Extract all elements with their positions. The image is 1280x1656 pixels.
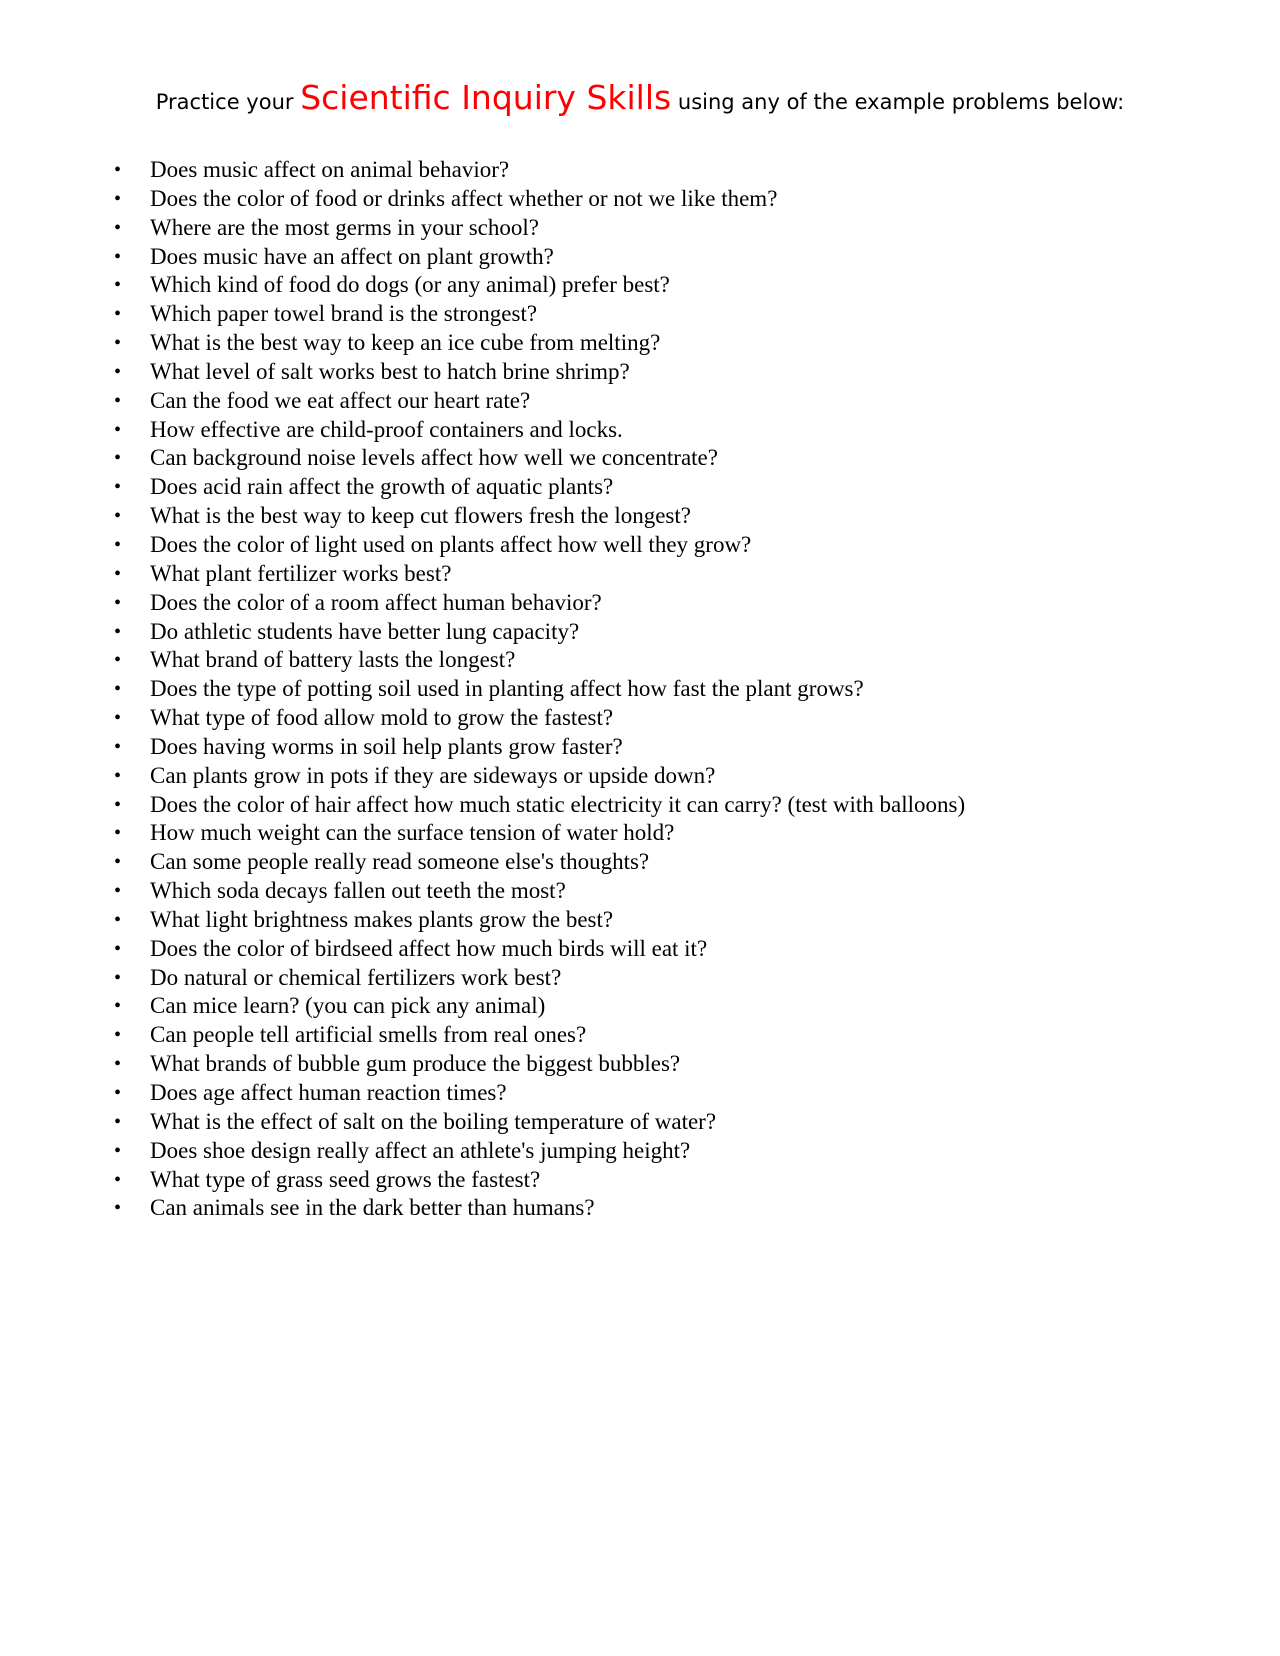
- question-text: Does the color of hair affect how much static electricity it can carry? (test with balloons): [150, 791, 966, 817]
- question-text: Does the color of light used on plants affect how well they grow?: [150, 531, 752, 557]
- question-text: What is the best way to keep an ice cube from melting?: [150, 330, 661, 356]
- bullet-icon: •: [114, 1168, 122, 1191]
- question-text: Does shoe design really affect an athlete's jumping height?: [150, 1137, 691, 1163]
- bullet-icon: •: [114, 591, 122, 614]
- question-text: Does music affect on animal behavior?: [150, 157, 510, 182]
- bullet-icon: •: [114, 332, 122, 355]
- bullet-icon: •: [114, 735, 122, 758]
- question-text: What is the effect of salt on the boiling temperature of water?: [150, 1108, 717, 1134]
- bullet-icon: •: [114, 851, 122, 874]
- question-text: Does age affect human reaction times?: [150, 1080, 507, 1105]
- question-text: What light brightness makes plants grow the best?: [150, 906, 614, 932]
- bullet-icon: •: [114, 880, 122, 903]
- question-text: What is the best way to keep cut flowers fresh the longest?: [150, 503, 691, 529]
- question-text: Can background noise levels affect how well we concentrate?: [150, 445, 718, 471]
- question-text: Can plants grow in pots if they are sideways or upside down?: [150, 762, 716, 788]
- bullet-icon: •: [114, 187, 122, 210]
- bullet-icon: •: [114, 533, 122, 556]
- bullet-icon: •: [114, 1082, 122, 1104]
- bullet-icon: •: [114, 245, 122, 268]
- question-text: Does music have an affect on plant growth?: [150, 243, 554, 269]
- bullet-icon: •: [114, 447, 122, 470]
- question-text: Does having worms in soil help plants grow faster?: [150, 733, 623, 759]
- bullet-icon: •: [114, 159, 122, 181]
- question-text: What brands of bubble gum produce the biggest bubbles?: [150, 1051, 681, 1077]
- bullet-icon: •: [114, 793, 122, 816]
- bullet-icon: •: [114, 995, 122, 1018]
- question-text: Does the color of food or drinks affect whether or not we like them?: [150, 185, 778, 211]
- question-text: Where are the most germs in your school?: [150, 214, 539, 240]
- heading-prefix: Practice your: [155, 90, 301, 114]
- bullet-icon: •: [114, 1197, 122, 1220]
- bullet-icon: •: [114, 620, 122, 643]
- question-text: What type of food allow mold to grow the fastest?: [150, 705, 614, 731]
- bullet-icon: •: [114, 908, 122, 931]
- question-text: Does the type of potting soil used in planting affect how fast the plant grows?: [150, 676, 864, 702]
- question-text: Can the food we eat affect our heart rate?: [150, 387, 531, 413]
- bullet-icon: •: [114, 274, 122, 297]
- question-text: Do athletic students have better lung capacity?: [150, 618, 580, 644]
- question-text: Can people tell artificial smells from real ones?: [150, 1022, 587, 1048]
- bullet-icon: •: [114, 966, 122, 989]
- bullet-icon: •: [114, 1053, 122, 1076]
- question-text: What plant fertilizer works best?: [150, 560, 452, 586]
- bullet-icon: •: [114, 1024, 122, 1047]
- bullet-icon: •: [114, 360, 122, 383]
- question-text: Does acid rain affect the growth of aquatic plants?: [150, 474, 614, 500]
- bullet-icon: •: [114, 764, 122, 787]
- bullet-icon: •: [114, 937, 122, 960]
- bullet-icon: •: [114, 418, 122, 441]
- question-text: Which kind of food do dogs (or any animal) prefer best?: [150, 272, 670, 298]
- question-text: Which soda decays fallen out teeth the most?: [150, 878, 566, 904]
- bullet-icon: •: [114, 389, 122, 412]
- question-text: Can mice learn? (you can pick any animal): [150, 993, 546, 1019]
- heading-suffix: using any of the example problems below:: [671, 90, 1125, 114]
- question-text: What type of grass seed grows the fastest?: [150, 1166, 541, 1192]
- bullet-icon: •: [114, 476, 122, 499]
- bullet-icon: •: [114, 649, 122, 672]
- question-text: Which paper towel brand is the strongest?: [150, 301, 538, 327]
- bullet-icon: •: [114, 216, 122, 239]
- page-heading: [0, 78, 1280, 118]
- bullet-icon: •: [114, 1139, 122, 1162]
- question-text: What brand of battery lasts the longest?: [150, 647, 516, 673]
- question-text: How effective are child-proof containers and locks.: [150, 416, 623, 442]
- bullet-icon: •: [114, 562, 122, 585]
- question-text: What level of salt works best to hatch brine shrimp?: [150, 358, 630, 384]
- bullet-icon: •: [114, 822, 122, 845]
- question-text: Do natural or chemical fertilizers work best?: [150, 964, 562, 990]
- bullet-icon: •: [114, 303, 122, 326]
- bullet-icon: •: [114, 678, 122, 701]
- heading-highlight: Scientific Inquiry Skills: [300, 78, 672, 117]
- question-text: Does the color of a room affect human behavior?: [150, 589, 602, 615]
- question-text: How much weight can the surface tension of water hold?: [150, 820, 675, 846]
- question-text: Does the color of birdseed affect how much birds will eat it?: [150, 935, 708, 961]
- bullet-icon: •: [114, 1110, 122, 1133]
- bullet-icon: •: [114, 505, 122, 528]
- question-text: Can some people really read someone else's thoughts?: [150, 849, 650, 875]
- question-text: Can animals see in the dark better than humans?: [150, 1195, 595, 1221]
- bullet-icon: •: [114, 707, 122, 730]
